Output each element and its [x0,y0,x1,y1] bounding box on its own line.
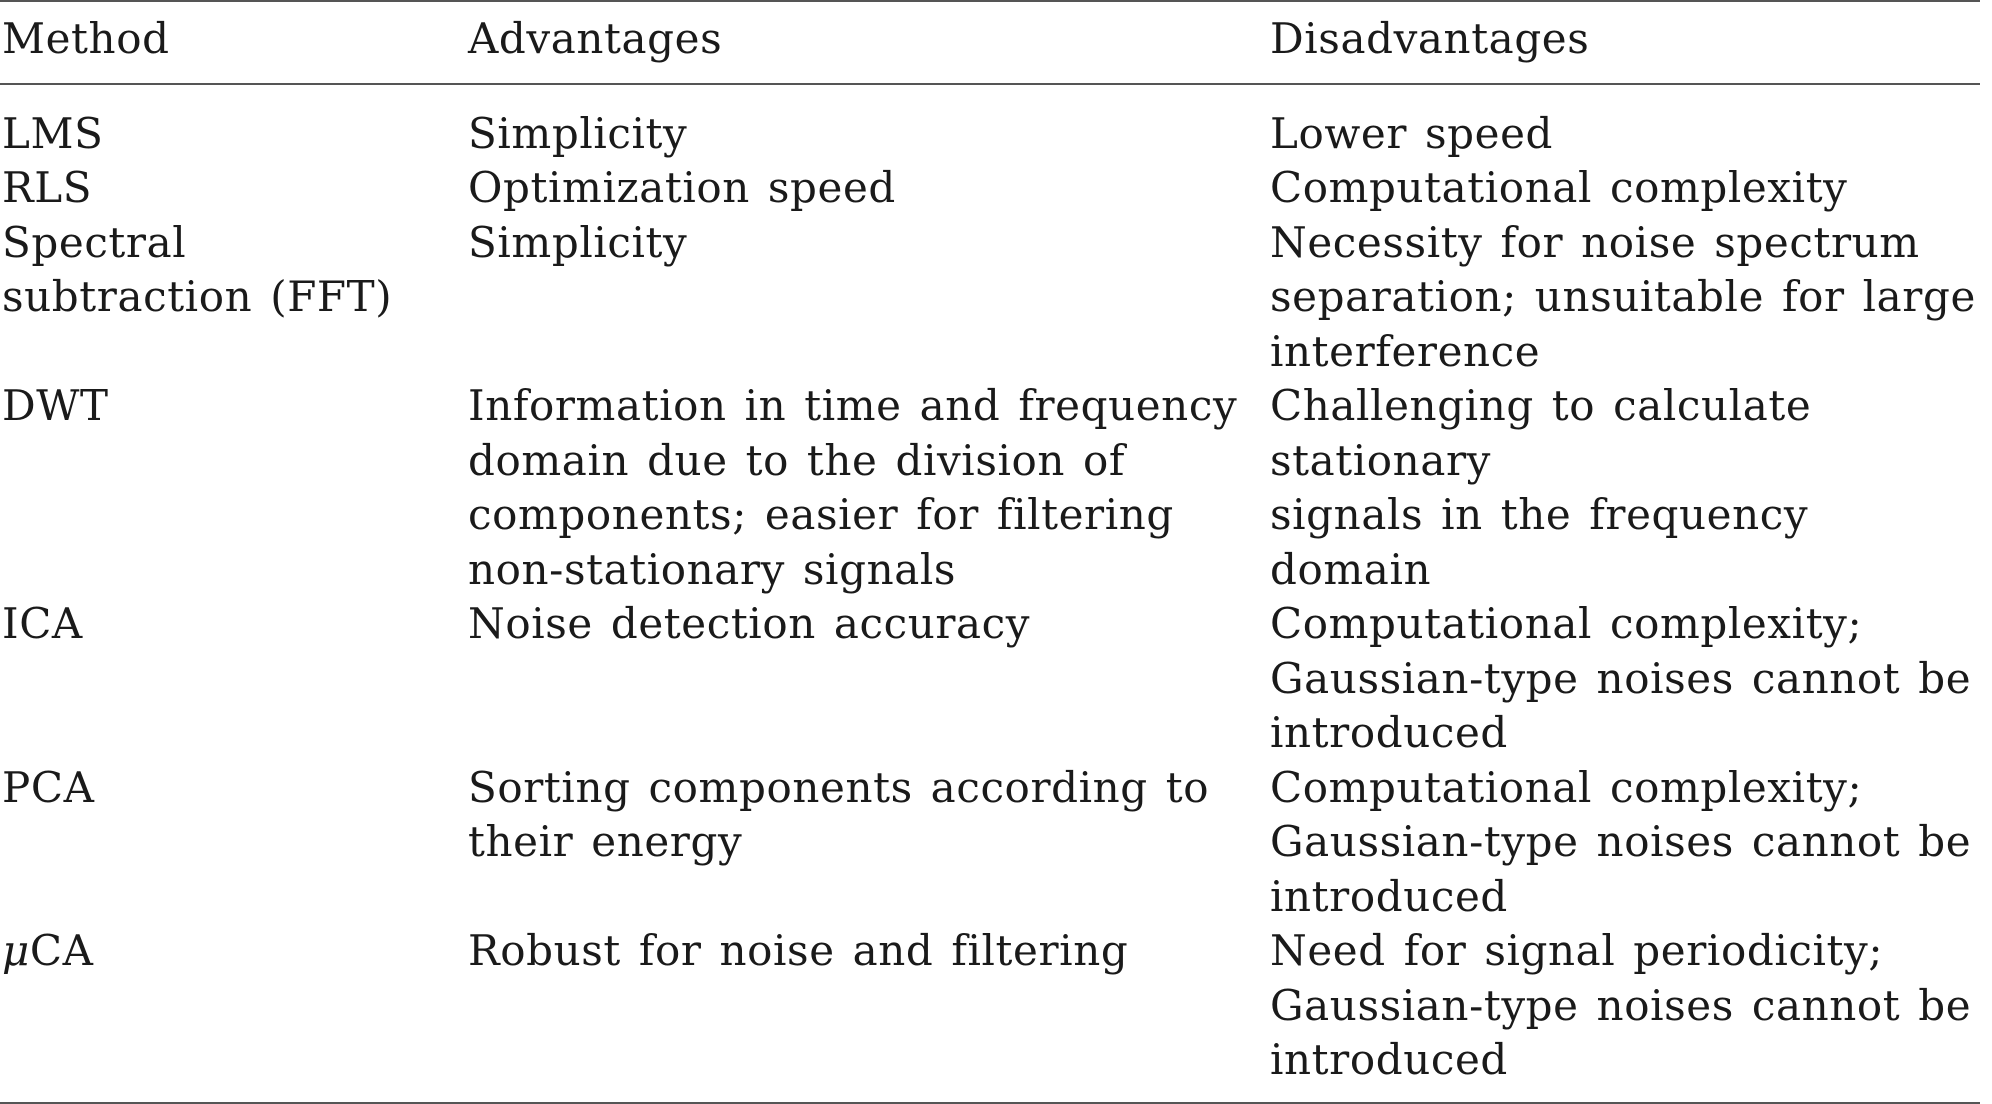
cell-method: PCA [2,762,95,812]
method-rest: CA [29,926,94,975]
cell-advantages: Optimization speed [468,163,896,212]
cell-line: Information in time and frequency [468,381,1238,430]
cell-method [0,216,466,380]
cell-advantages: Noise detection accuracy [468,599,1031,648]
cell-method: RLS [2,163,93,212]
table-row-spectral-subtraction [0,216,1980,380]
cell-line: Computational complexity; [1270,762,1863,812]
cell-line: introduced [1270,708,1508,757]
cell-advantages: Simplicity [468,217,688,267]
table-row-dwt [0,379,1980,597]
cell-line: components; easier for filtering [468,490,1174,539]
cell-advantages [466,761,1268,925]
cell-method: LMS [2,108,104,158]
cell-disadvantages [1268,924,1980,1103]
cell-disadvantages: Lower speed [1270,108,1554,158]
cell-line: subtraction (FFT) [2,272,393,321]
cell-line: domain due to the division of [468,435,1126,485]
cell-line: introduced [1270,871,1508,921]
cell-line: introduced [1270,1035,1508,1084]
cell-line: non-stationary signals [468,544,957,594]
cell-disadvantages [1268,761,1980,925]
cell-line: Gaussian-type noises cannot be [1270,817,1972,866]
cell-disadvantages [1268,379,1980,597]
cell-disadvantages [1268,597,1980,761]
table-row-ica [0,597,1980,761]
cell-line: Challenging to calculate stationary [1270,381,1812,485]
table-row-mu-ca [0,924,1980,1103]
header-method: Method [2,14,170,63]
cell-line: Gaussian-type noises cannot be [1270,980,1972,1030]
mu-symbol: μ [2,926,30,975]
cell-line: separation; unsuitable for large [1270,272,1976,321]
cell-line: Sorting components according to [468,762,1210,812]
table-row-pca [0,761,1980,925]
cell-line: Necessity for noise spectrum [1270,217,1920,267]
cell-advantages: Simplicity [468,108,688,158]
header-disadvantages: Disadvantages [1270,14,1590,63]
table-row-rls [0,161,1980,216]
table-header-row [0,2,1980,84]
cell-method: ICA [2,599,83,648]
table-row-lms [0,84,1980,162]
cell-line: Spectral [2,217,187,267]
cell-line: their energy [468,817,743,866]
cell-line: interference [1270,326,1541,376]
cell-line: Gaussian-type noises cannot be [1270,653,1972,703]
cell-method: DWT [2,381,109,430]
header-advantages: Advantages [468,14,723,63]
cell-line: Computational complexity; [1270,599,1863,648]
cell-disadvantages [1268,216,1980,380]
methods-comparison-table [0,2,1980,1104]
cell-advantages: Robust for noise and filtering [468,926,1129,975]
cell-disadvantages: Computational complexity [1270,163,1848,212]
cell-method [0,924,466,1103]
cell-line: Need for signal periodicity; [1270,926,1884,975]
cell-advantages [466,379,1268,597]
cell-line: signals in the frequency domain [1270,490,1809,594]
